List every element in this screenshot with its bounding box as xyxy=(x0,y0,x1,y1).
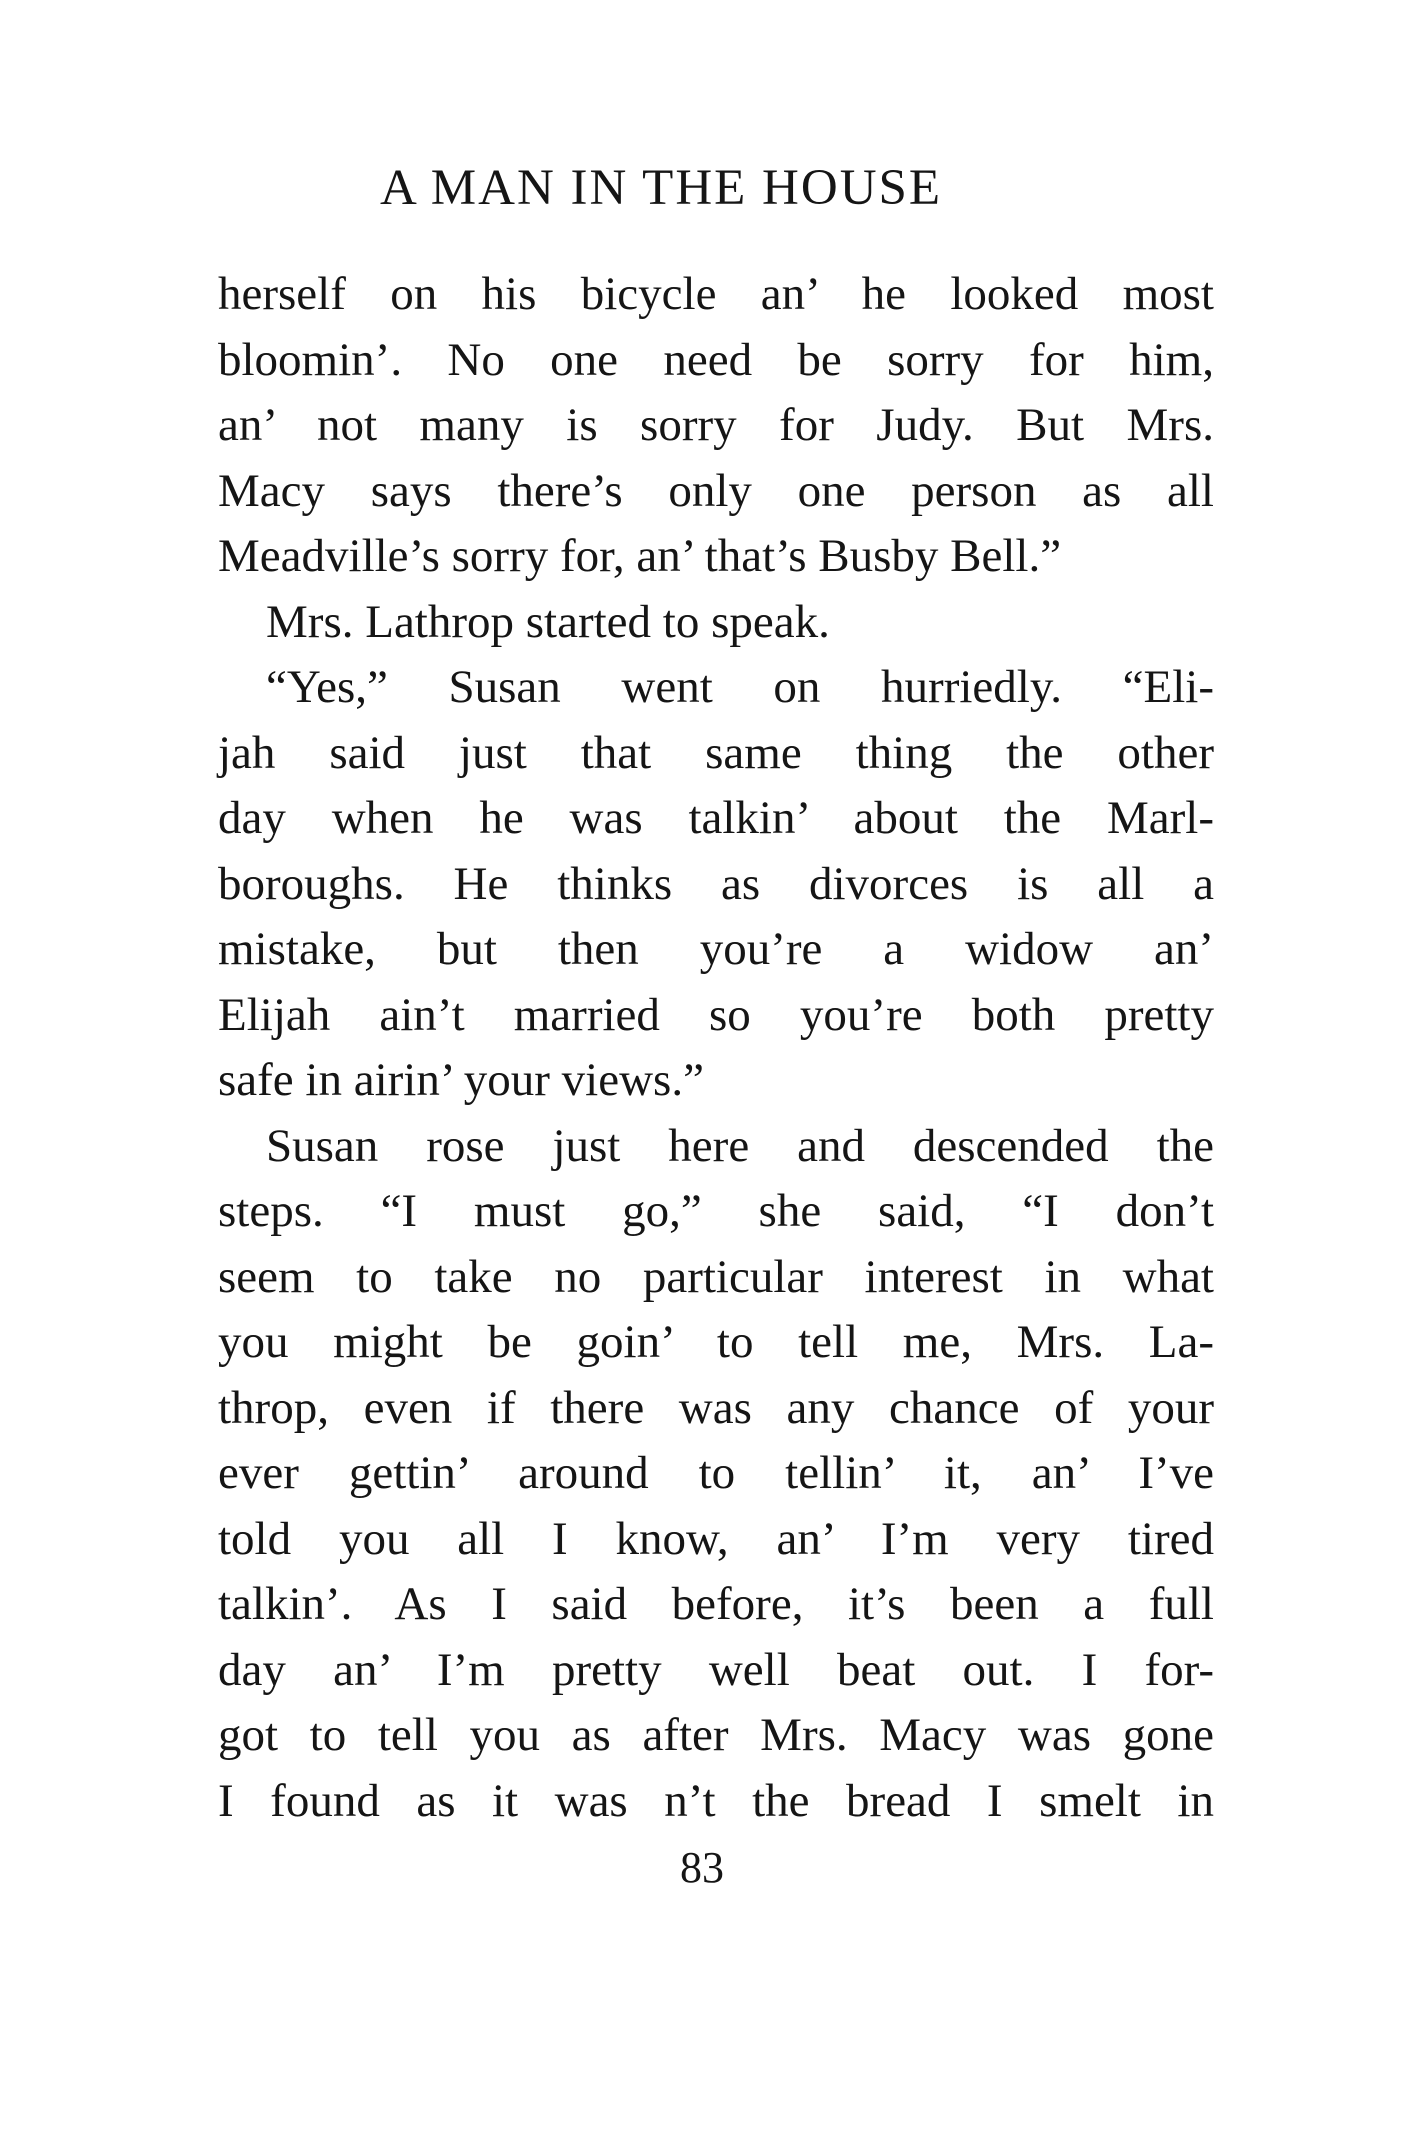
text-line: throp, even if there was any chance of your xyxy=(218,1381,1214,1434)
text-line: Elijah ain’t married so you’re both pretty xyxy=(218,988,1214,1041)
text-line: “Yes,” Susan went on hurriedly. “Eli- xyxy=(266,661,1214,713)
text-line: mistake, but then you’re a widow an’ xyxy=(218,923,1214,975)
text-line: safe in airin’ your views.” xyxy=(218,1054,704,1106)
text-line: Susan rose just here and descended the xyxy=(266,1119,1214,1172)
text-line: Mrs. Lathrop started to speak. xyxy=(266,595,830,648)
text-line: day an’ I’m pretty well beat out. I for- xyxy=(218,1643,1214,1696)
text-line: talkin’. As I said before, it’s been a full xyxy=(218,1578,1214,1630)
text-line: you might be goin’ to tell me, Mrs. La- xyxy=(218,1316,1214,1368)
text-line: jah said just that same thing the other xyxy=(218,726,1214,779)
text-line: day when he was talkin’ about the Marl- xyxy=(218,792,1214,844)
text-line: I found as it was n’t the bread I smelt in xyxy=(218,1774,1214,1827)
text-line: bloomin’. No one need be sorry for him, xyxy=(218,333,1214,386)
running-head: A MAN IN THE HOUSE xyxy=(380,160,943,216)
body-text xyxy=(218,262,1214,1834)
text-line: got to tell you as after Mrs. Macy was gone xyxy=(218,1709,1214,1761)
text-line: seem to take no particular interest in what xyxy=(218,1250,1214,1303)
text-line: told you all I know, an’ I’m very tired xyxy=(218,1512,1214,1565)
text-line: steps. “I must go,” she said, “I don’t xyxy=(218,1185,1214,1237)
text-line: Meadville’s sorry for, an’ that’s Busby Bell.” xyxy=(218,530,1062,582)
text-line: an’ not many is sorry for Judy. But Mrs. xyxy=(218,399,1214,451)
text-line: boroughs. He thinks as divorces is all a xyxy=(218,857,1214,910)
page-number: 83 xyxy=(680,1843,724,1892)
text-line: herself on his bicycle an’ he looked most xyxy=(218,268,1214,320)
text-line: Macy says there’s only one person as all xyxy=(218,464,1214,517)
text-line: ever gettin’ around to tellin’ it, an’ I’ve xyxy=(218,1447,1214,1499)
